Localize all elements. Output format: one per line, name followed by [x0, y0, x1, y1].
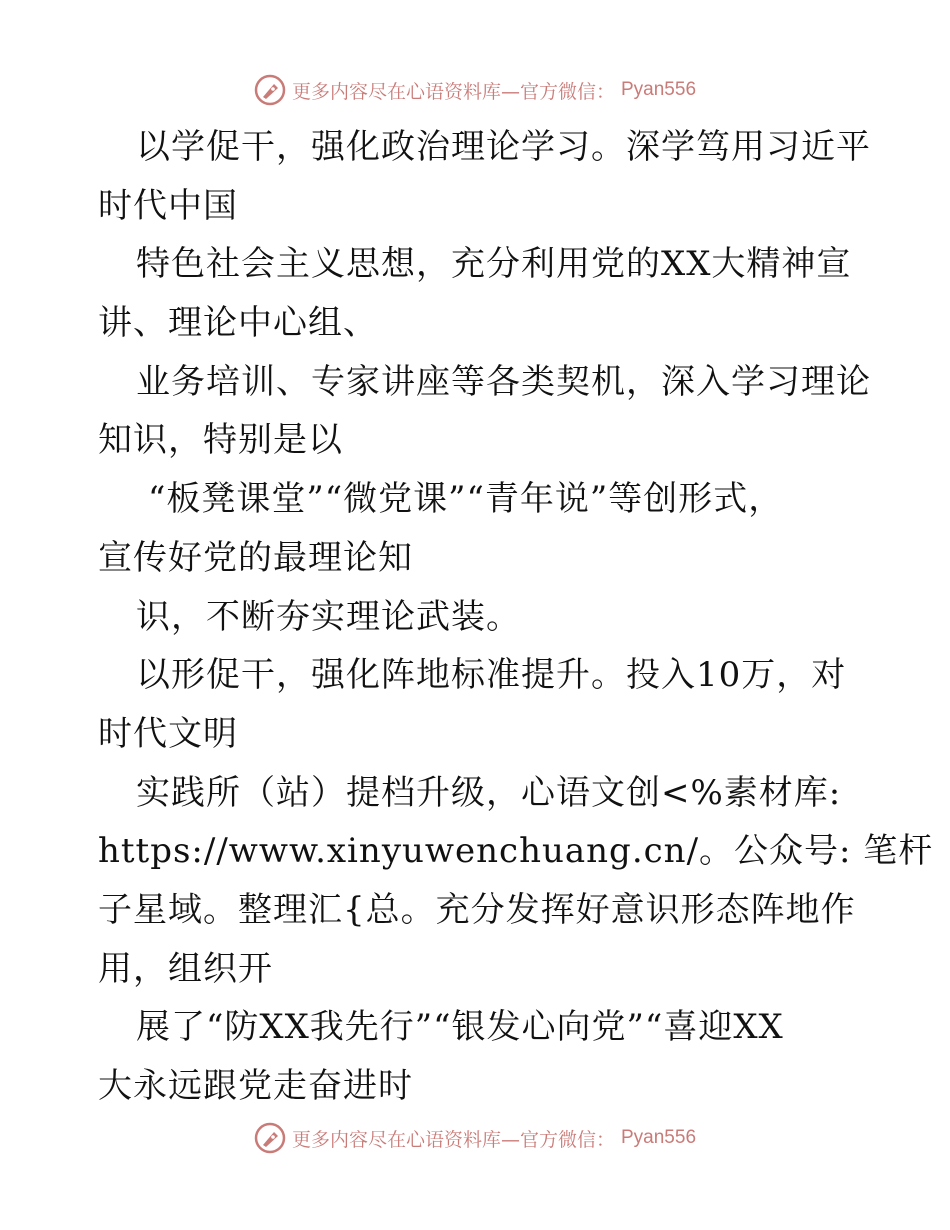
pen-nib-logo-icon	[254, 1122, 286, 1154]
body-line: 用，组织开	[98, 948, 273, 989]
body-line: “板凳课堂”“微党课”“青年说”等创形式，	[148, 479, 784, 520]
body-line: 时代文明	[98, 713, 238, 754]
document-body	[98, 118, 934, 1116]
banner-text: 更多内容尽在心语资料库—官方微信：	[291, 80, 615, 103]
header-banner	[0, 70, 950, 110]
banner-wechat-id: Pyan556	[621, 79, 697, 100]
body-line: 宣传好党的最理论知	[98, 537, 413, 578]
banner-wechat-id: Pyan556	[621, 1127, 697, 1148]
body-line: 实践所（站）提档升级，心语文创<%素材库:	[136, 772, 842, 813]
body-line: 以学促干，强化政治理论学习。深学笃用习近平	[136, 127, 871, 167]
body-line: 时代中国	[98, 185, 238, 226]
body-line: 展了“防XX我先行”“银发心向党”“喜迎XX	[136, 1007, 784, 1048]
body-line: https://www.xinyuwenchuang.cn/。公众号: 笔杆	[98, 831, 934, 872]
body-line: 子星域。整理汇{总。充分发挥好意识形态阵地作	[98, 889, 856, 930]
footer-banner	[0, 1118, 950, 1158]
body-line: 以形促干，强化阵地标准提升。投入10万，对	[136, 655, 847, 696]
body-line: 讲、理论中心组、	[98, 303, 378, 344]
body-line: 大永远跟党走奋进时	[98, 1066, 413, 1106]
body-line: 特色社会主义思想，充分利用党的XX大精神宣	[136, 244, 852, 285]
body-line: 知识，特别是以	[98, 420, 343, 461]
body-line: 业务培训、专家讲座等各类契机，深入学习理论	[136, 361, 871, 402]
banner-text: 更多内容尽在心语资料库—官方微信：	[291, 1128, 615, 1151]
pen-nib-logo-icon	[254, 74, 286, 106]
body-line: 识，不断夯实理论武装。	[136, 596, 521, 637]
